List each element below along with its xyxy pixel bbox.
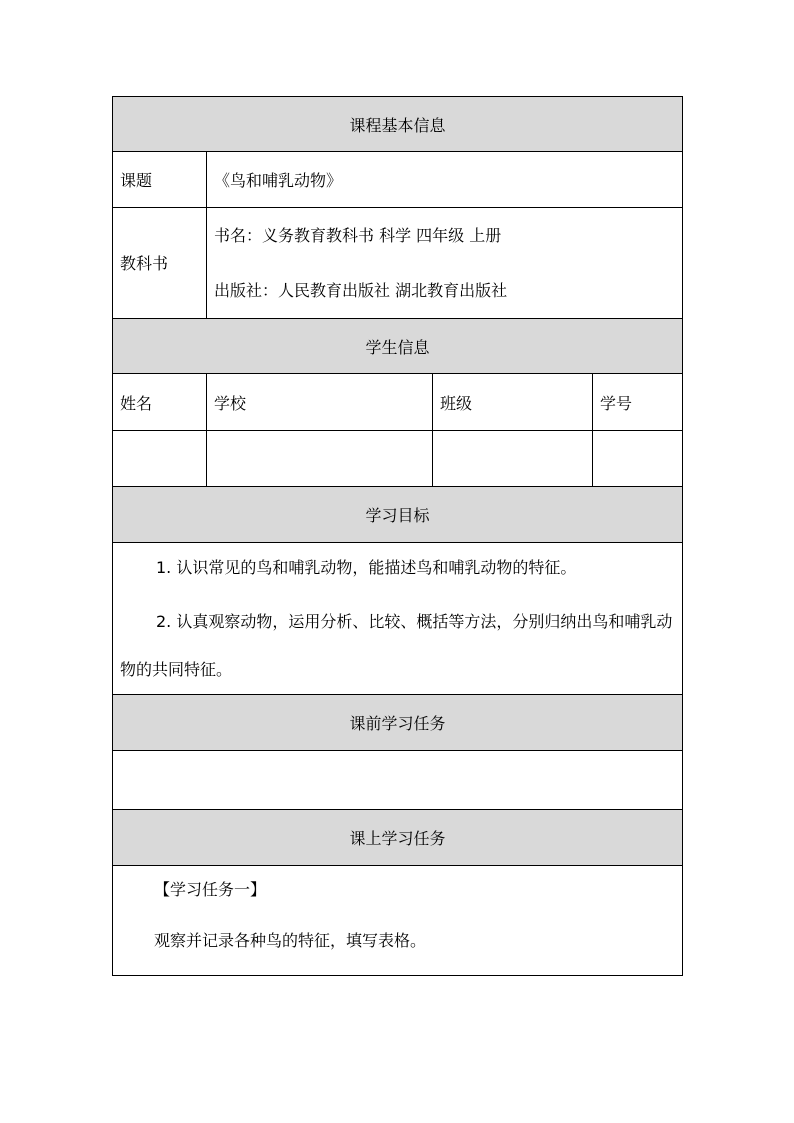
textbook-detail-cell: [207, 208, 683, 319]
class-column-label: 班级: [433, 374, 593, 431]
objective-item: 1. 认识常见的鸟和哺乳动物，能描述鸟和哺乳动物的特征。: [156, 557, 577, 577]
student-id-column-label: 学号: [593, 374, 683, 431]
pre-class-content-row: [113, 751, 683, 810]
topic-row: [113, 152, 683, 208]
objectives-header-row: [113, 487, 683, 543]
in-class-header-row: [113, 810, 683, 866]
objective-item: 2. 认真观察动物，运用分析、比较、概括等方法，分别归纳出鸟和哺乳动物的共同特征。: [120, 611, 673, 679]
in-class-content-row: [113, 866, 683, 976]
name-entry-cell[interactable]: [113, 431, 207, 487]
objectives-header: 学习目标: [113, 487, 683, 543]
student-columns-row: [113, 374, 683, 431]
textbook-label-cell: [113, 208, 207, 319]
in-class-header: 课上学习任务: [113, 810, 683, 866]
textbook-row: [113, 208, 683, 319]
topic-label: 课题: [113, 152, 207, 208]
pre-class-content-cell[interactable]: [113, 751, 683, 810]
student-info-header: 学生信息: [113, 319, 683, 374]
textbook-name: 书名：义务教育教科书 科学 四年级 上册: [214, 226, 502, 245]
student-info-header-row: [113, 319, 683, 374]
class-entry-cell[interactable]: [433, 431, 593, 487]
student-entry-row: [113, 431, 683, 487]
task-text: 观察并记录各种鸟的特征，填写表格。: [154, 931, 427, 950]
objectives-cell: [113, 543, 683, 695]
school-entry-cell[interactable]: [207, 431, 433, 487]
name-column-label: 姓名: [113, 374, 207, 431]
in-class-content-cell: [113, 866, 683, 976]
school-column-label: 学校: [207, 374, 433, 431]
topic-value: 《鸟和哺乳动物》: [207, 152, 683, 208]
textbook-label: 教科书: [120, 253, 169, 273]
course-info-header-row: [113, 97, 683, 152]
publisher: 出版社：人民教育出版社 湖北教育出版社: [214, 281, 508, 300]
objectives-row: [113, 543, 683, 695]
lesson-worksheet-table: [112, 96, 683, 976]
pre-class-header: 课前学习任务: [113, 695, 683, 751]
pre-class-header-row: [113, 695, 683, 751]
task-title: 【学习任务一】: [154, 880, 267, 899]
course-info-header: 课程基本信息: [113, 97, 683, 152]
student-id-entry-cell[interactable]: [593, 431, 683, 487]
